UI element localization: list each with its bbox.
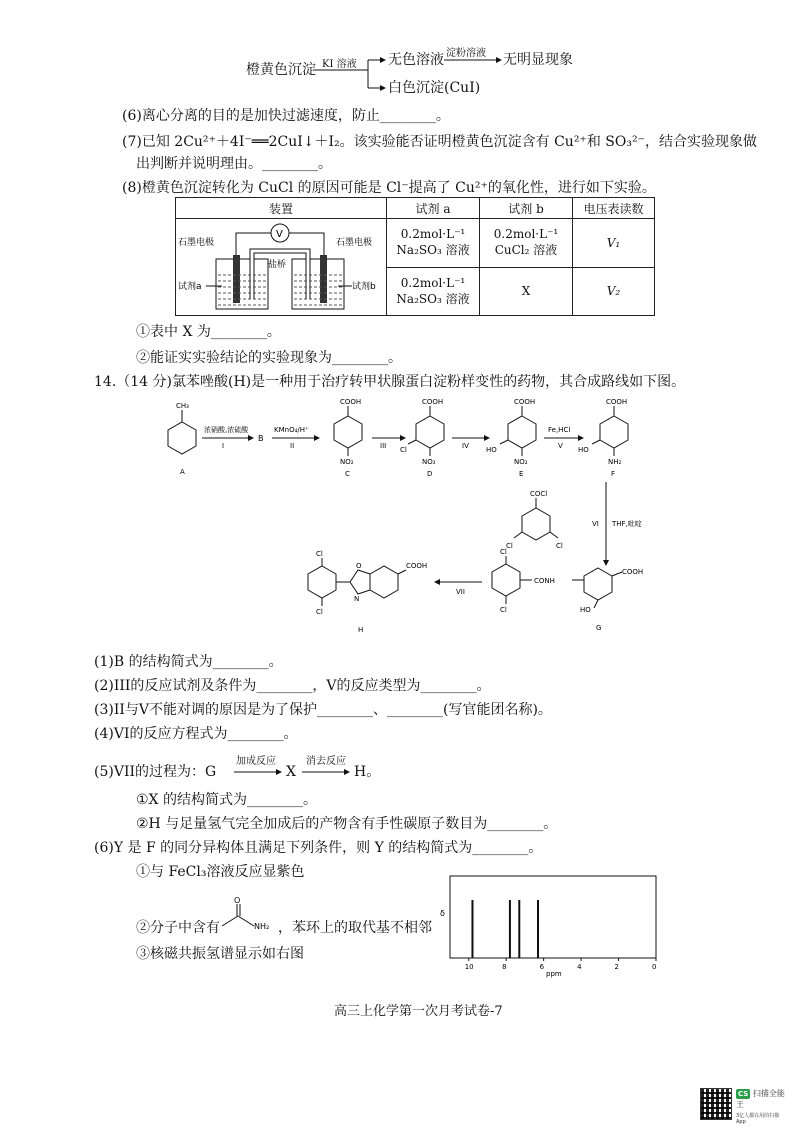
D-cooh: COOH [422,398,444,406]
reagent-a-label: 试剂a [178,282,202,292]
nmr-axis-label: ppm [546,970,562,978]
F-ho: HO [578,446,589,454]
q14-part6-cond1: ①与 FeCl₃溶液反应显紫色 [136,864,305,880]
G-conh: CONH [534,577,555,585]
label-E: E [519,470,524,478]
nmr-frame [450,876,656,958]
ring-C [334,416,362,448]
H-cl-bottom: Cl [316,608,323,616]
experiment-table [175,197,655,316]
electrode-left [233,255,240,303]
E-ho: HO [486,446,497,454]
nmr-tick-label: 4 [577,963,582,971]
th-reagent-a: 试剂 a [387,198,480,219]
th-reagent-b: 试剂 b [480,198,573,219]
ring-H-left [308,566,336,598]
ring-D [416,416,444,448]
flow-branch1-reagent: 淀粉溶液 [446,48,486,59]
amide-nh2: NH₂ [254,922,270,931]
reagent-b-label: 试剂b [352,282,376,292]
q14-part5-sub2: ②H 与足量氢气完全加成后的产物含有手性碳原子数目为________。 [136,816,558,832]
row2-reagent-b: X [480,267,573,316]
q14-part5-h: H。 [354,764,381,780]
ring-G-left [492,564,520,596]
q8-text: (8)橙黄色沉淀转化为 CuCl 的原因可能是 Cl⁻提高了 Cu²⁺的氧化性，进行如下实验。 [122,180,656,196]
q14-part6-cond3: ③核磁共振氢谱显示如右图 [136,946,304,962]
arrow4-step: IV [462,442,469,450]
ring-G-right [584,568,612,600]
arrow6-conditions: THF,吡啶 [612,520,642,528]
H-cl-top: Cl [316,550,323,558]
ring-acylchloride [522,508,550,540]
q14-intro: 14.（14 分)氯苯唑酸(H)是一种用于治疗转甲状腺蛋白淀粉样变性的药物，其合成路线如下图。 [94,374,686,390]
q14-part5-prefix: (5)VII的过程为：G [94,764,217,780]
arrow6-step: VI [592,520,599,528]
q14-part1: (1)B 的结构简式为________。 [94,654,283,670]
row1-reading: V₁ [573,219,655,268]
nmr-ylabel: δ [440,909,445,918]
label-C: C [345,470,350,478]
qr-code [700,1088,732,1120]
E-cooh: COOH [514,398,536,406]
apparatus-cell [176,219,387,316]
flow-branch2: 白色沉淀(CuI) [388,80,481,96]
C-no2: NO₂ [340,458,354,466]
row1-reagent-b: 0.2mol·L⁻¹ CuCl₂ 溶液 [480,219,573,268]
H-o: O [356,562,362,570]
D-cl: Cl [400,446,407,454]
q8-sub1: ①表中 X 为________。 [136,324,281,340]
arrow5-step: V [558,442,563,450]
electrode-left-label: 石墨电极 [178,238,215,248]
flow-start: 橙黄色沉淀 [246,62,316,78]
reagent-cocl: COCl [530,490,548,498]
th-apparatus: 装置 [176,198,387,219]
nmr-peak [518,900,520,958]
q14-part6-cond2-post: ，苯环上的取代基不相邻 [278,920,432,936]
label-F: F [611,470,616,478]
q14-part6-cond2-pre: ②分子中含有 [136,920,220,936]
ring-H-oxazole [350,570,370,594]
scanner-sub: 3亿人都在用的扫描App [736,1113,780,1125]
nmr-peak [471,900,473,958]
q14-part5-x: X [286,764,296,780]
label-B: B [258,434,264,443]
arrow1-step: I [222,442,225,450]
q14-part2: (2)III的反应试剂及条件为________，V的反应类型为________。 [94,678,491,694]
nmr-spectrum [440,870,670,980]
q14-part5-arrow1-label: 加成反应 [236,756,276,767]
electrode-right-label: 石墨电极 [336,238,373,248]
scanner-name: 扫描全能王 [736,1089,785,1109]
arrow3-step: III [380,442,387,450]
reagent-cl-right: Cl [556,542,563,550]
arrow2-step: II [290,442,295,450]
nmr-peak [509,900,511,958]
G-cooh: COOH [622,568,644,576]
flow-reagent: KI 溶液 [322,59,357,70]
G-cl-top: Cl [500,548,507,556]
label-A: A [180,468,185,476]
nmr-tick-label: 10 [464,963,474,971]
F-cooh: COOH [606,398,628,406]
row2-reagent-a: 0.2mol·L⁻¹ Na₂SO₃ 溶液 [387,267,480,316]
amide-o: O [234,896,241,905]
arrow7-step: VII [456,588,465,596]
label-G: G [596,624,602,632]
ring-F [600,416,628,448]
reagent-cl-left: Cl [506,542,513,550]
ring-A [168,422,196,454]
q6-text: (6)离心分离的目的是加快过滤速度，防止________。 [122,108,450,124]
electrode-right [320,255,327,303]
nmr-tick-label: 0 [652,963,657,971]
ring-H-benzo [370,566,398,598]
q14-part3: (3)II与V不能对调的原因是为了保护________、________(写官能团名称)。 [94,702,552,718]
synthesis-scheme [160,398,670,648]
cell-apparatus-diagram [176,219,384,315]
G-cl-bottom: Cl [500,606,507,614]
page-footer: 高三上化学第一次月考试卷-7 [334,1004,503,1019]
th-voltage: 电压表读数 [573,198,655,219]
label-H: H [358,626,364,634]
scanner-logo: CS [738,1090,749,1098]
salt-bridge-label: 盐桥 [268,260,287,270]
ring-E [508,416,536,448]
nmr-peak [537,900,539,958]
G-ho: HO [580,606,591,614]
row1-reagent-a: 0.2mol·L⁻¹ Na₂SO₃ 溶液 [387,219,480,268]
q14-part5-sub1: ①X 的结构简式为________。 [136,792,317,808]
flow-branch1-result: 无明显现象 [503,52,573,68]
nmr-tick-label: 2 [614,963,620,971]
arrow2-reagent: KMnO₄/H⁺ [274,426,309,434]
q14-part5-arrow2-label: 消去反应 [306,756,346,767]
label-D: D [427,470,433,478]
H-n: N [354,595,360,603]
flow-branch1: 无色溶液 [388,52,444,68]
q7-text-1: (7)已知 2Cu²⁺＋4I⁻══2CuI↓＋I₂。该实验能否证明橙黄色沉淀含有 Cu²⁺和 SO₃²⁻，结合实验现象做 [122,134,757,150]
q7-text-2: 出判断并说明理由。________。 [136,156,332,172]
E-no2: NO₂ [514,458,528,466]
D-no2: NO₂ [422,458,436,466]
scanner-badge [736,1088,788,1125]
voltmeter-label: V [276,229,283,240]
q8-sub2: ②能证实实验结论的实验现象为________。 [136,350,402,366]
row2-reading: V₂ [573,267,655,316]
label-ch3: CH₃ [176,402,189,410]
nmr-tick-label: 6 [539,963,545,971]
H-cooh: COOH [406,562,428,570]
arrow1-reagent: 浓硝酸,浓硫酸 [204,426,249,434]
nmr-tick-label: 8 [502,963,507,971]
C-cooh: COOH [340,398,362,406]
q14-part4: (4)VI的反应方程式为________。 [94,726,298,742]
amide-structure [218,896,278,936]
q14-part6: (6)Y 是 F 的同分异构体且满足下列条件，则 Y 的结构简式为________。 [94,840,543,856]
arrow5-reagent: Fe,HCl [548,426,571,434]
F-nh2: NH₂ [608,458,622,466]
